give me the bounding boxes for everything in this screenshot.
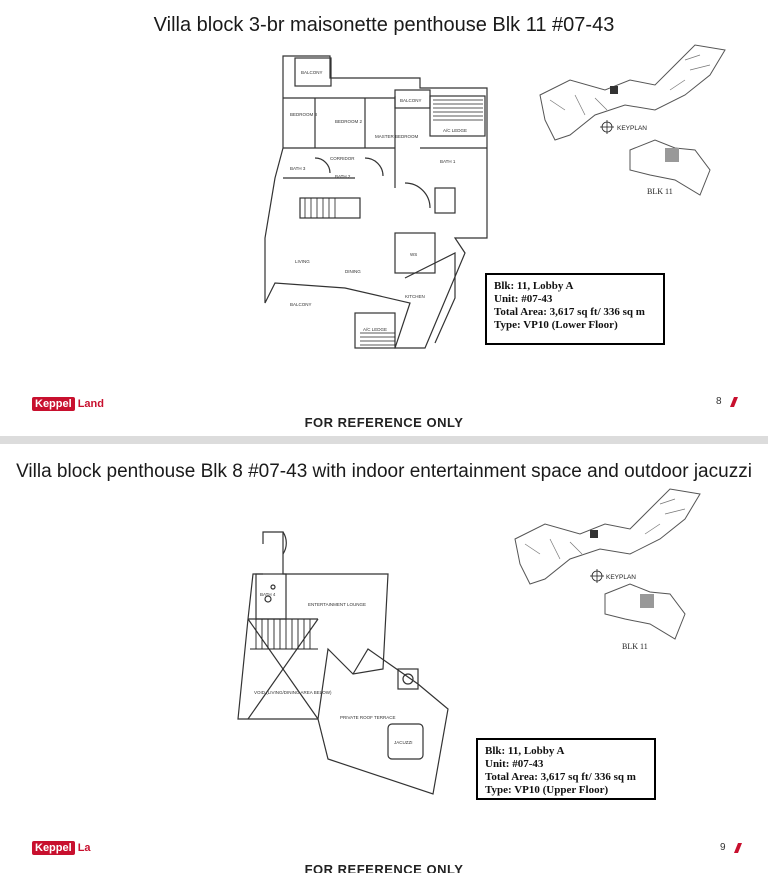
room-label: BALCONY: [290, 302, 312, 307]
keppel-land-logo: [32, 397, 104, 411]
info-block: Blk: 11, Lobby A: [485, 745, 565, 757]
slide-page-9: [0, 444, 768, 873]
info-type: Type: VP10 (Lower Floor): [494, 319, 618, 331]
room-label: A/C LEDGE: [363, 327, 388, 332]
room-label: BEDROOM 2: [335, 119, 363, 124]
page-number: [720, 842, 742, 853]
info-block: Blk: 11, Lobby A: [494, 280, 574, 292]
room-label: JACUZZI: [394, 740, 413, 745]
brand-slash-icon: [726, 397, 738, 407]
info-type: Type: VP10 (Upper Floor): [485, 784, 609, 796]
room-label: KITCHEN: [405, 294, 425, 299]
room-label: BEDROOM 3: [290, 112, 318, 117]
unit-info-box: [485, 273, 665, 345]
room-label: ENTERTAINMENT LOUNGE: [308, 602, 367, 607]
keyplan-label: KEYPLAN: [617, 125, 647, 132]
page-divider: [0, 436, 768, 444]
room-label: A/C LEDGE: [443, 128, 468, 133]
room-label: CORRIDOR: [330, 156, 355, 161]
info-area: Total Area: 3,617 sq ft/ 336 sq m: [485, 771, 636, 783]
page-title: Villa block 3-br maisonette penthouse Blk 11 #07-43: [153, 14, 615, 36]
floor-plan-lower: [255, 48, 495, 373]
keyplan-diagram: [535, 40, 730, 200]
unit-info-box: [476, 738, 656, 800]
room-label: DINING: [345, 269, 361, 274]
slide-page-8: [0, 0, 768, 436]
brand-slash-icon: [730, 843, 742, 853]
room-label: BALCONY: [301, 70, 323, 75]
logo-land: La: [77, 842, 91, 854]
room-label: VOID (LIVING/DINING AREA BELOW): [254, 690, 332, 695]
block-label: BLK 11: [647, 187, 673, 196]
block-label: BLK 11: [622, 642, 648, 651]
info-area: Total Area: 3,617 sq ft/ 336 sq m: [494, 306, 645, 318]
keyplan-diagram: [510, 484, 705, 654]
keyplan-label: KEYPLAN: [606, 574, 636, 581]
room-label: BATH 2: [335, 174, 351, 179]
page-number-text: 8: [716, 396, 722, 407]
room-label: LIVING: [295, 259, 310, 264]
page-number: [716, 396, 738, 407]
footer-text: FOR REFERENCE ONLY: [304, 862, 464, 873]
room-label: MASTER BEDROOM: [375, 134, 419, 139]
room-label: BATH 3: [290, 166, 306, 171]
logo-land: Land: [77, 398, 104, 410]
footer-text: FOR REFERENCE ONLY: [304, 415, 464, 430]
room-label: BALCONY: [400, 98, 422, 103]
room-label: BATH 4: [260, 592, 276, 597]
info-unit: Unit: #07-43: [485, 758, 544, 770]
logo-keppel: Keppel: [32, 397, 75, 411]
room-label: BATH 1: [440, 159, 456, 164]
room-label: PRIVATE ROOF TERRACE: [340, 715, 396, 720]
page-number-text: 9: [720, 842, 726, 853]
info-unit: Unit: #07-43: [494, 293, 553, 305]
room-label: WS: [410, 252, 418, 257]
keppel-land-logo: [32, 841, 91, 855]
page-title: Villa block penthouse Blk 8 #07-43 with indoor entertainment space and outdoor jacuzzi: [16, 461, 752, 482]
floor-plan-upper: [228, 524, 468, 799]
logo-keppel: Keppel: [32, 841, 75, 855]
